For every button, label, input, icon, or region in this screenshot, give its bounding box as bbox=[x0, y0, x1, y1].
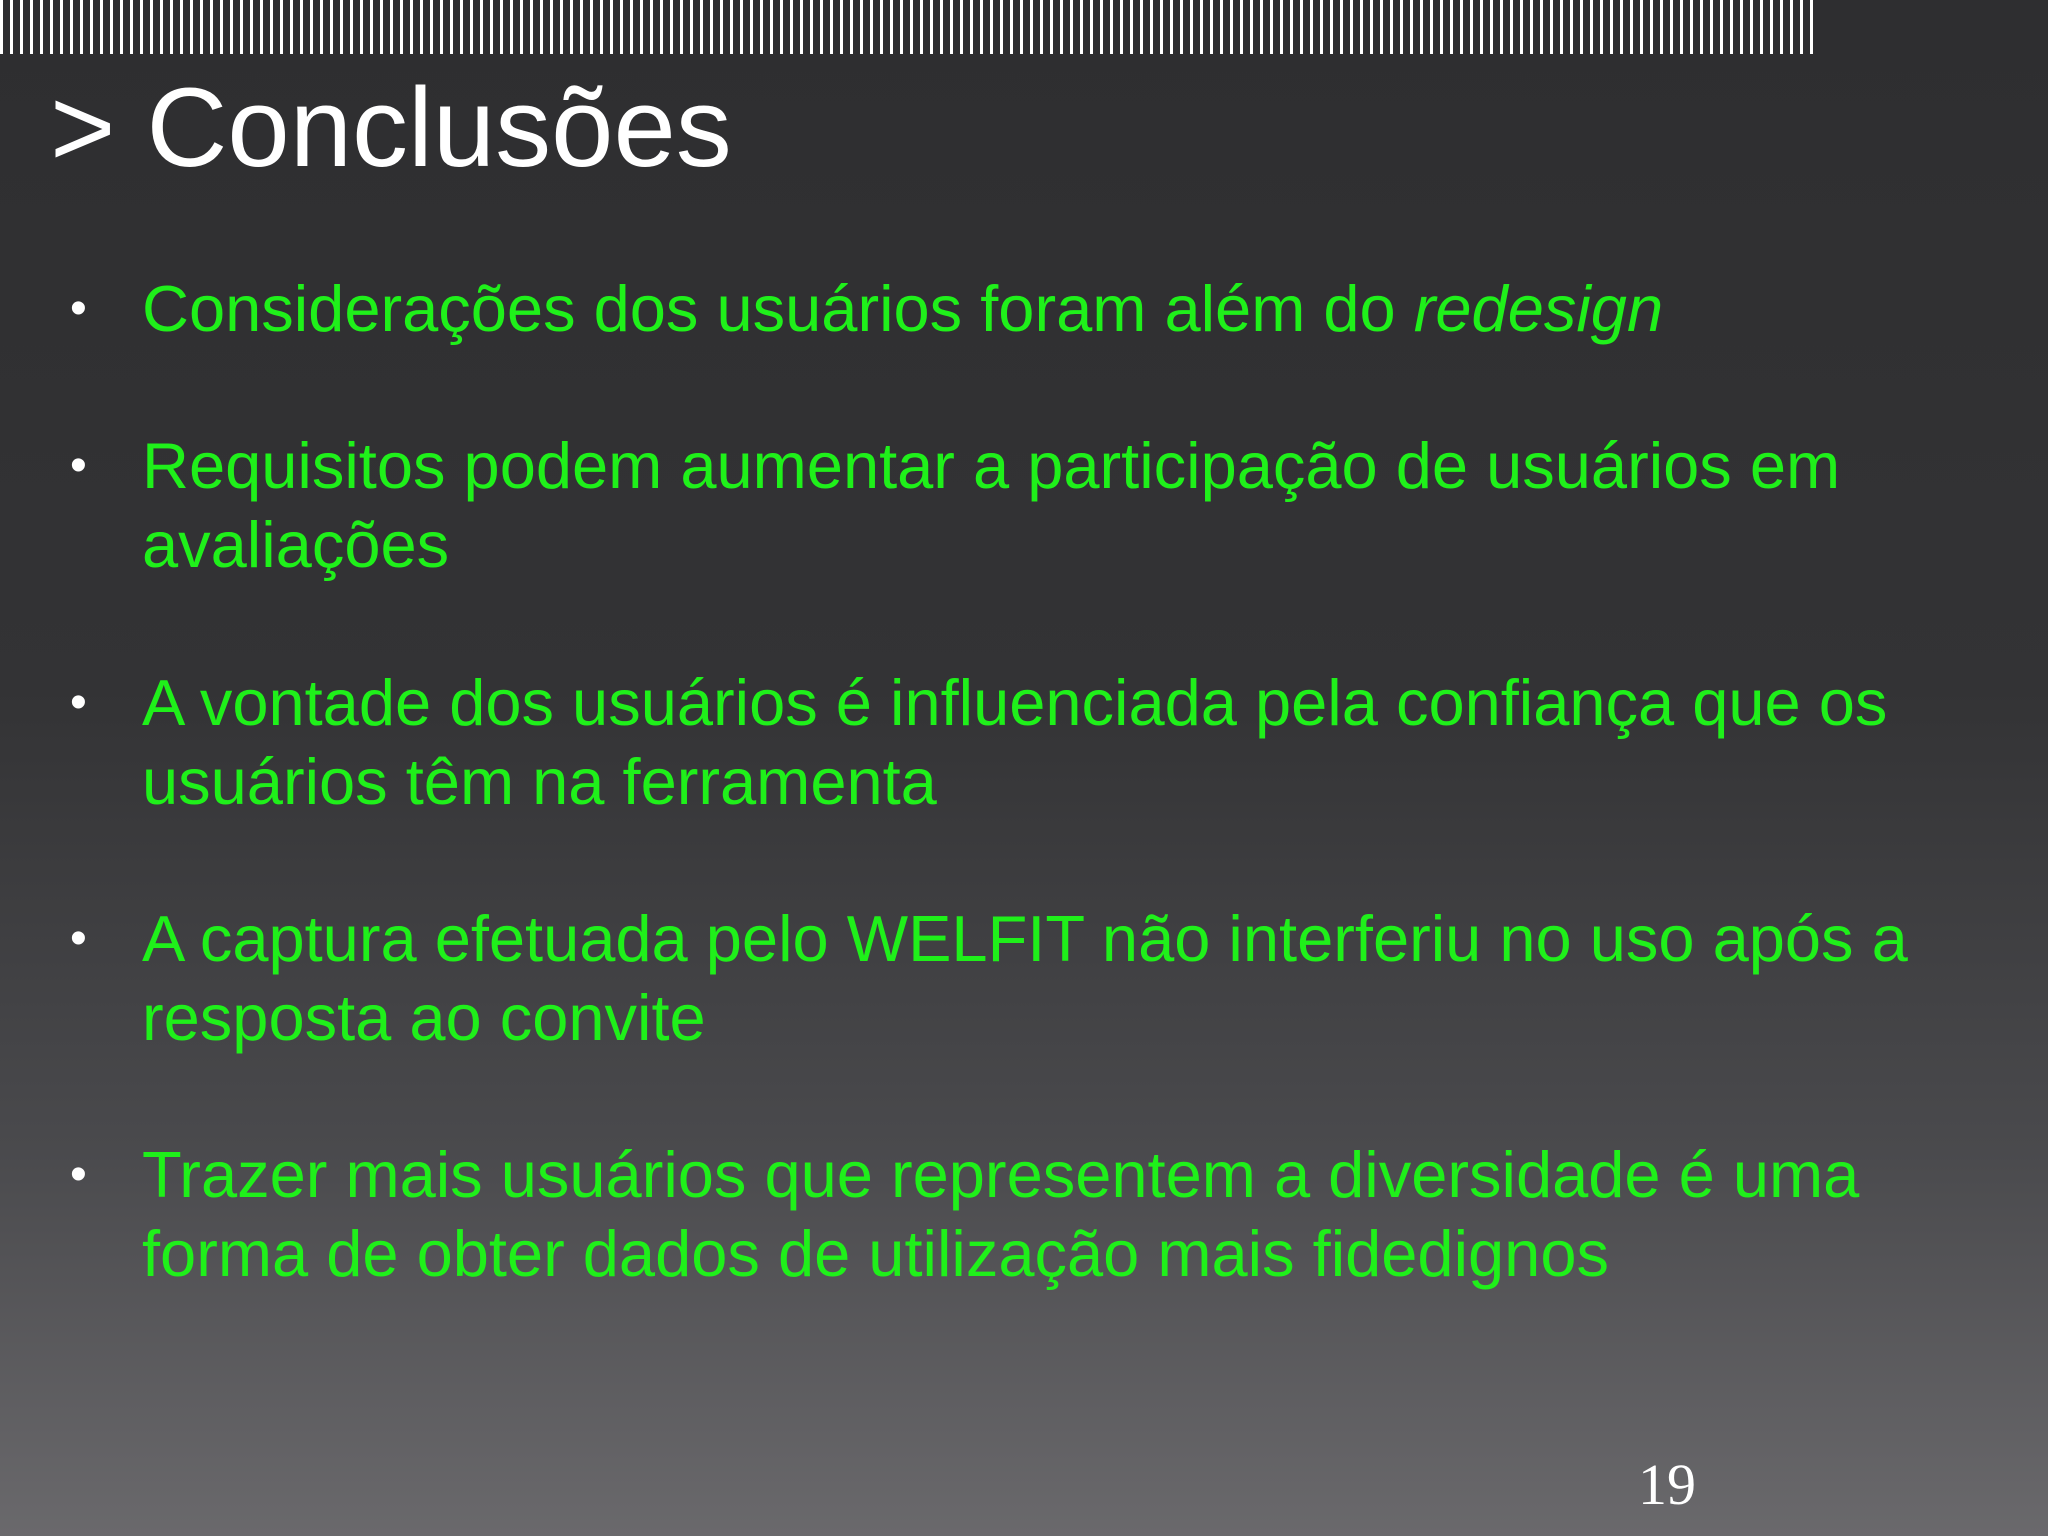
bullet-marker: • bbox=[70, 282, 87, 335]
bullet-marker: • bbox=[70, 1148, 87, 1201]
bullet-item bbox=[70, 269, 2002, 348]
bullet-item bbox=[70, 1135, 2002, 1293]
bullet-marker: • bbox=[70, 439, 87, 492]
bullet-marker: • bbox=[70, 676, 87, 729]
bullet-text: Trazer mais usuários que representem a diversidade é uma forma de obter dados de utilização mais fidedignos bbox=[142, 1138, 1860, 1290]
bullet-text: Considerações dos usuários foram além do bbox=[142, 272, 1414, 345]
bullet-item bbox=[70, 426, 2002, 584]
bullet-marker: • bbox=[70, 912, 87, 965]
bullet-text-emphasis: redesign bbox=[1413, 272, 1664, 345]
bullet-item bbox=[70, 663, 2002, 821]
bullet-text: Requisitos podem aumentar a participação de usuários em avaliações bbox=[142, 429, 1841, 581]
page-number: 19 bbox=[1638, 1452, 1696, 1517]
bullet-text: A captura efetuada pelo WELFIT não interferiu no uso após a resposta ao convite bbox=[142, 902, 1908, 1054]
bullet-text: A vontade dos usuários é influenciada pela confiança que os usuários têm na ferramenta bbox=[142, 666, 1888, 818]
bullet-item bbox=[70, 899, 2002, 1057]
slide-title: > Conclusões bbox=[50, 65, 732, 190]
